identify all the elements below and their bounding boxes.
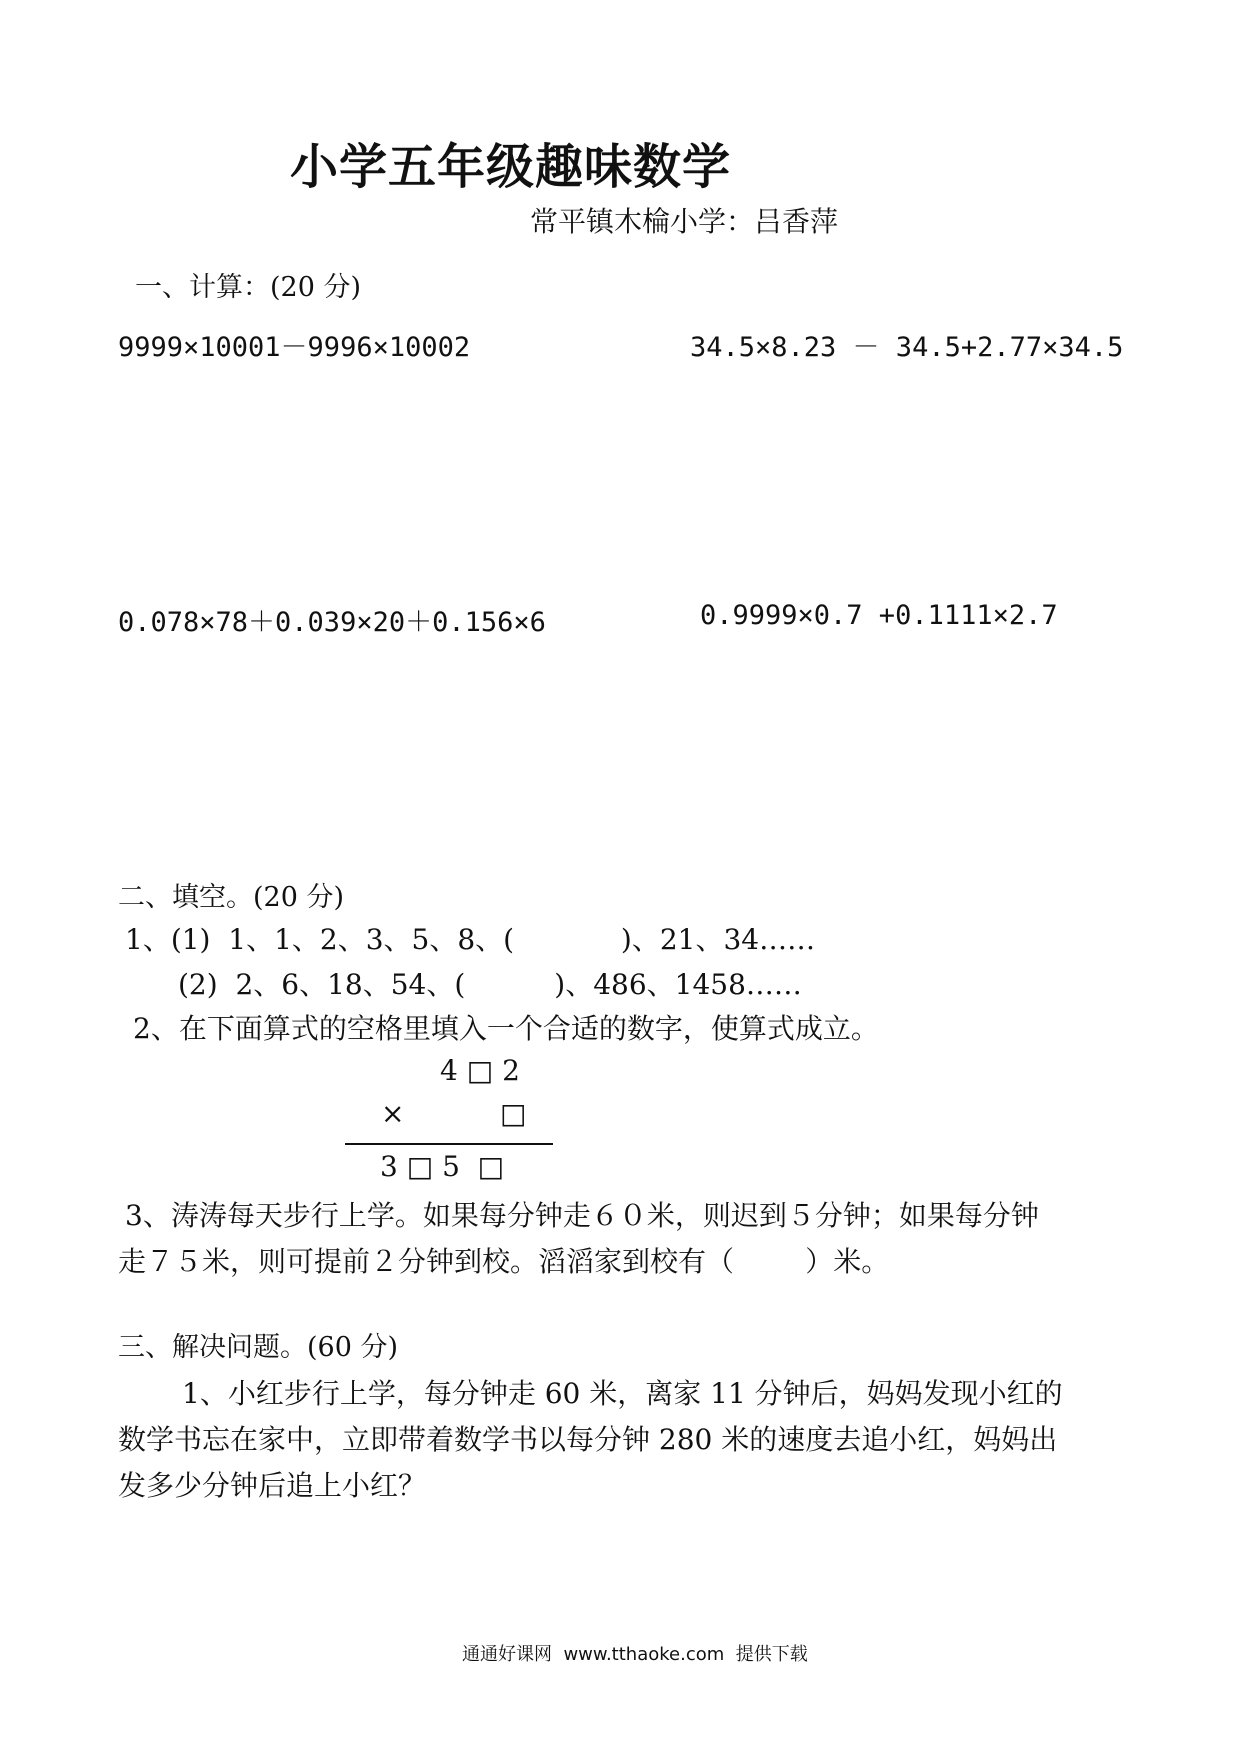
- puzzle-divider: [345, 1143, 553, 1145]
- problem-1-line3: 发多少分钟后追上小红？: [118, 1469, 427, 1502]
- section2-heading: 二、填空。(20 分): [118, 882, 345, 913]
- problem-1-line2: 数学书忘在家中，立即带着数学书以每分钟 280 米的速度去追小红，妈妈出: [118, 1423, 1058, 1456]
- author-line: 常平镇木棆小学：吕香萍: [530, 205, 839, 238]
- puzzle-row-3: 3 □ 5 □: [380, 1150, 505, 1183]
- calc-problem-3: 0.078×78＋0.039×20＋0.156×6: [118, 607, 546, 638]
- fill-q2: 2、在下面算式的空格里填入一个合适的数字，使算式成立。: [133, 1012, 879, 1045]
- section1-heading: 一、计算：(20 分): [135, 272, 362, 303]
- fill-q3-line1: 3、涛涛每天步行上学。如果每分钟走６０米，则迟到５分钟；如果每分钟: [125, 1199, 1039, 1232]
- calc-problem-2: 34.5×8.23 － 34.5+2.77×34.5: [690, 332, 1124, 363]
- problem-1-line1: 1、小红步行上学，每分钟走 60 米，离家 11 分钟后，妈妈发现小红的: [182, 1377, 1063, 1410]
- fill-q3-line2: 走７５米，则可提前２分钟到校。滔滔家到校有（ ）米。: [118, 1245, 890, 1278]
- fill-q1-part1: 1、(1) 1、1、2、3、5、8、( )、21、34……: [125, 923, 816, 956]
- fill-q1-part2: (2) 2、6、18、54、( )、486、1458……: [178, 968, 802, 1001]
- section3-heading: 三、解决问题。(60 分): [118, 1332, 399, 1363]
- page-title: 小学五年级趣味数学: [290, 139, 732, 195]
- puzzle-multiply-sign: ×: [381, 1097, 405, 1130]
- calc-problem-4: 0.9999×0.7 +0.1111×2.7: [700, 600, 1058, 631]
- footer-credit: 通通好课网 www.tthaoke.com 提供下载: [462, 1644, 808, 1665]
- calc-problem-1: 9999×10001－9996×10002: [118, 332, 471, 363]
- puzzle-row-1: 4 □ 2: [440, 1054, 520, 1087]
- puzzle-box: □: [500, 1097, 527, 1130]
